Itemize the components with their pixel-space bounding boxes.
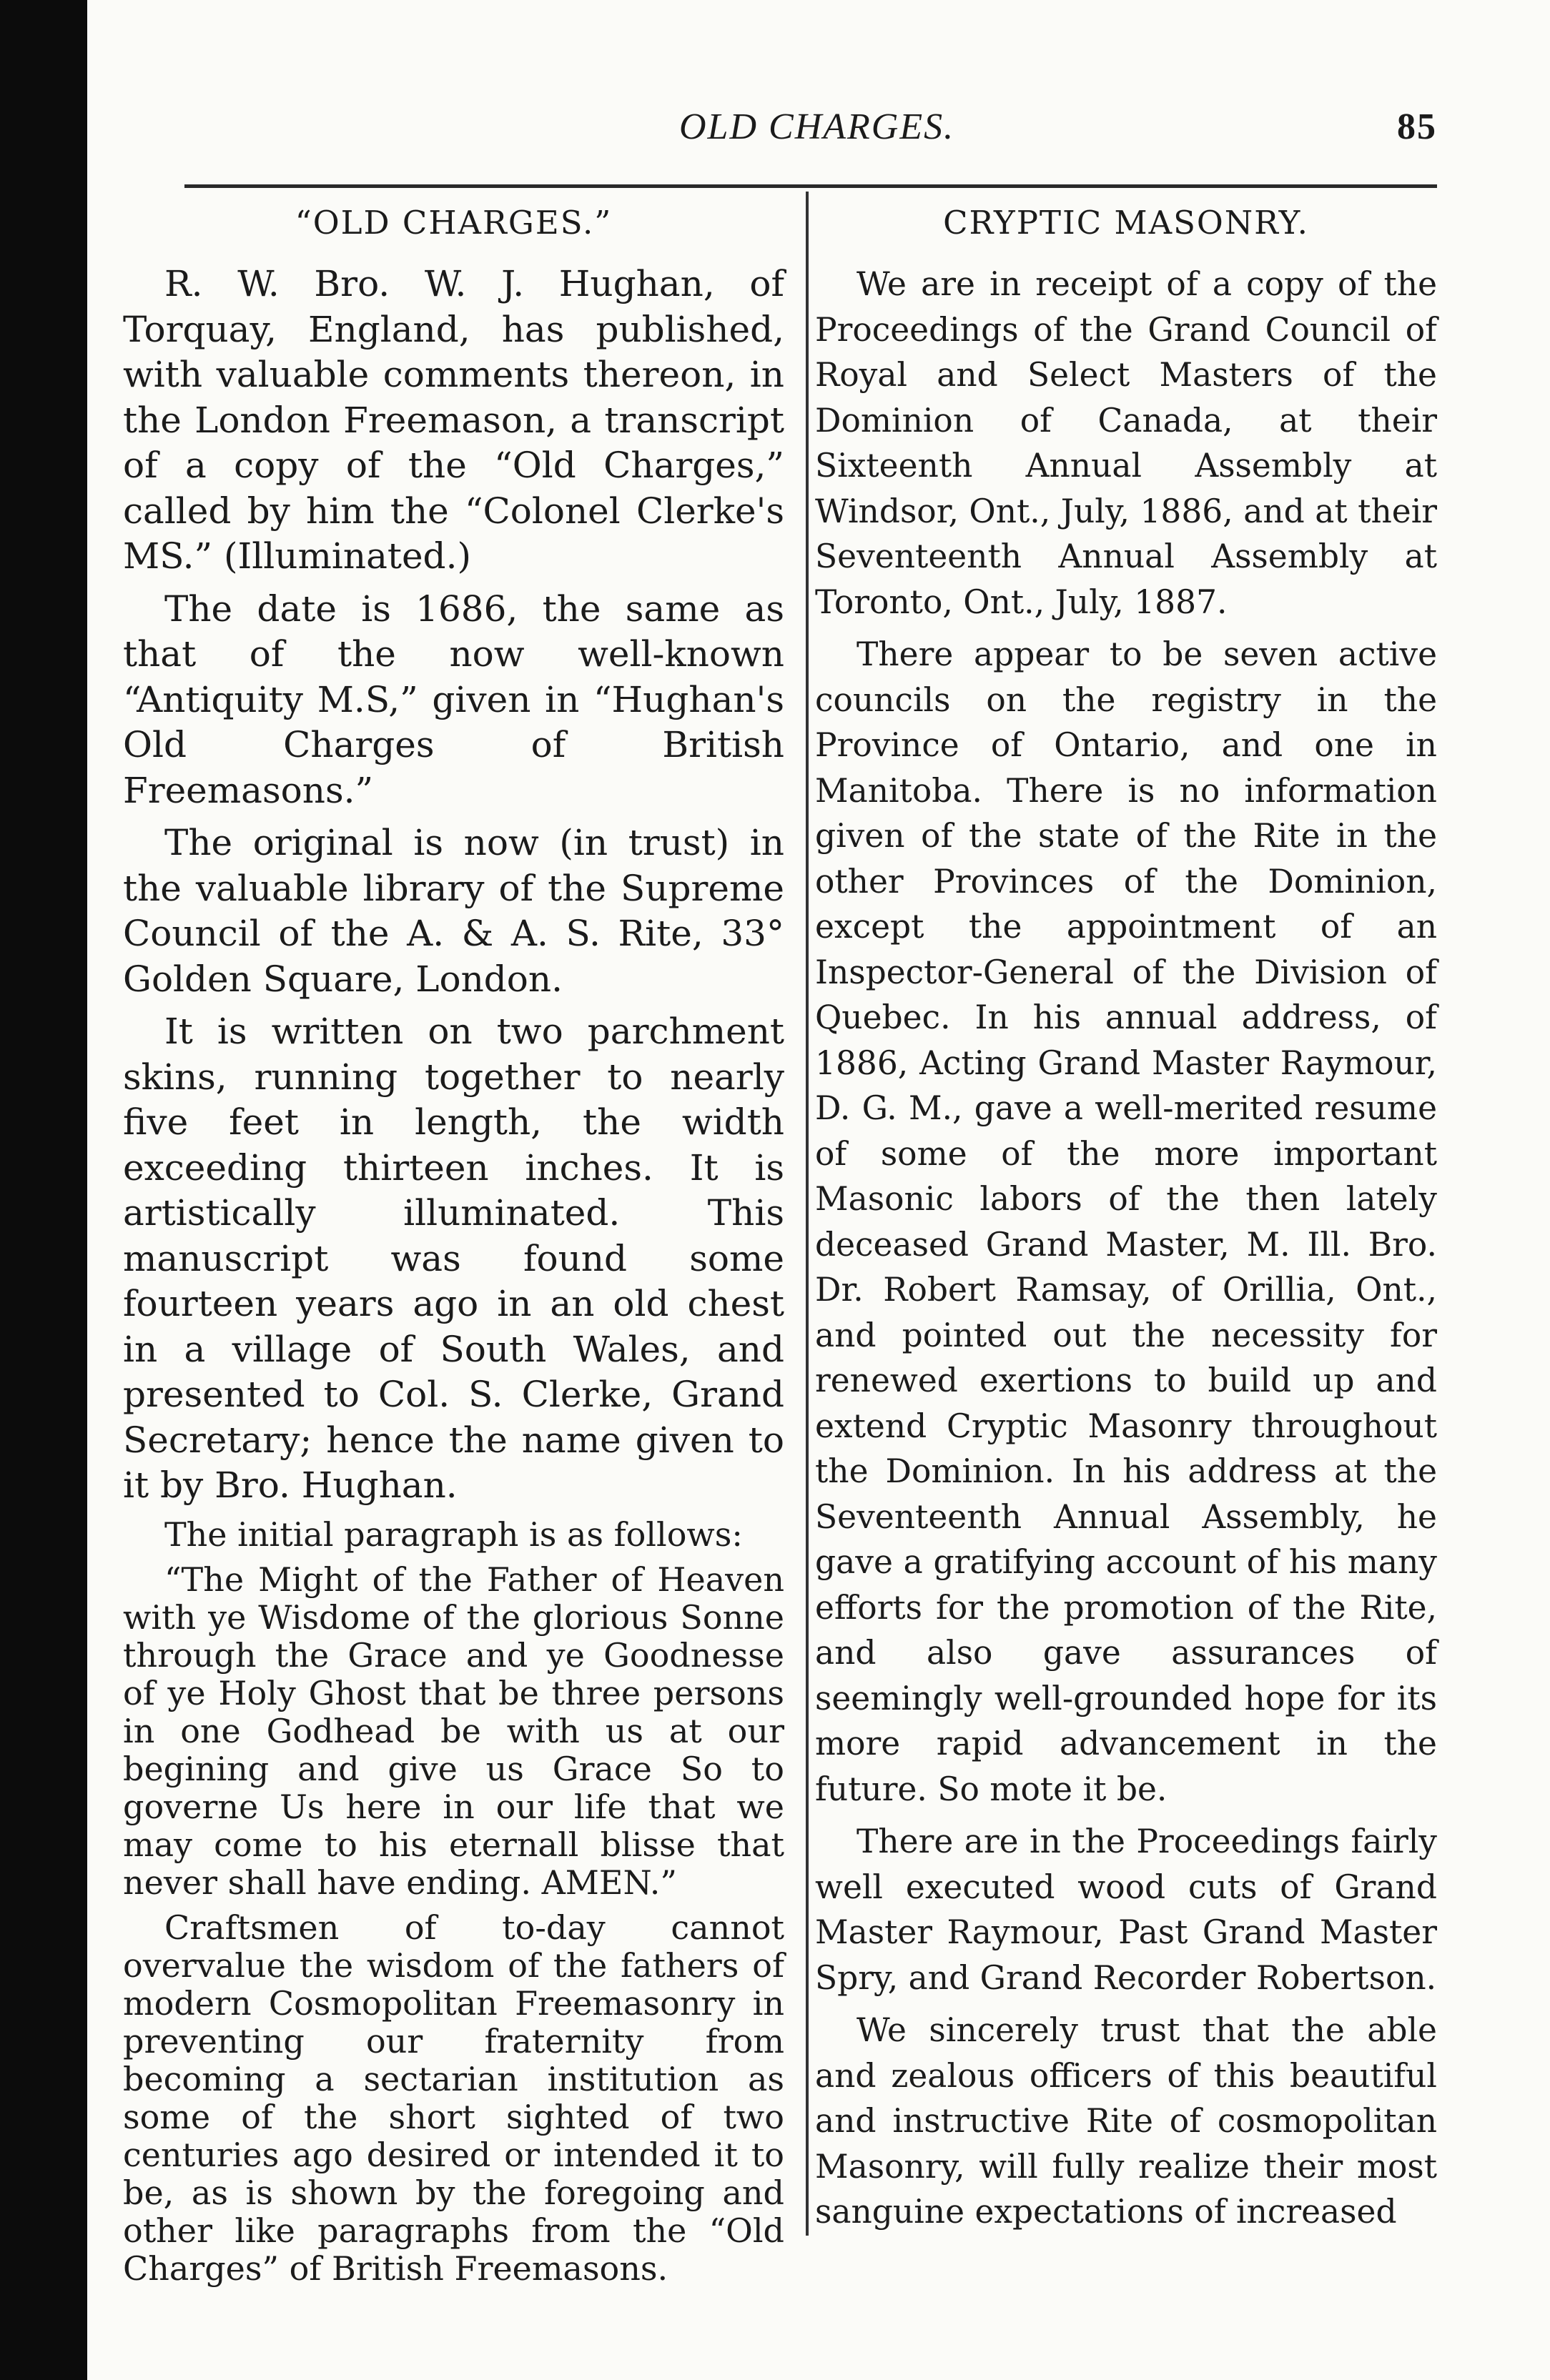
- paragraph: There appear to be seven active councils on the registry in the Province of Ontario, and one in Manitoba. There is no information given of the state of the Rite in the other Provinces of the Dominion, except the appointment of an Inspector-General of the Division of Quebec. In his annual address, of 1886, Acting Grand Master Raymour, D. G. M., gave a well-merited resume of some of the more important Masonic labors of the then lately deceased Grand Master, M. Ill. Bro. Dr. Robert Ramsay, of Orillia, Ont., and pointed out the necessity for renewed exertions to build up and extend Cryptic Masonry throughout the Dominion. In his address at the Seventeenth Annual Assembly, he gave a gratifying account of his many efforts for the promotion of the Rite, and also gave assurances of seemingly well-grounded hope for its more rapid advancement in the future. So mote it be.: [815, 635, 1437, 1808]
- paragraph: The original is now (in trust) in the valuable library of the Supreme Council of the A. & A. S. Rite, 33° Golden Square, London.: [123, 822, 784, 1000]
- running-header: [593, 106, 1437, 170]
- header-rule: [184, 184, 1437, 188]
- page-number: 85: [1397, 106, 1437, 147]
- paragraph: It is written on two parchment skins, running together to nearly five feet in length, the width exceeding thirteen inches. It is artistically illuminated. This manuscript was found some fourteen years ago in an old chest in a village of South Wales, and presented to Col. S. Clerke, Grand Secretary; hence the name given to it by Bro. Hughan.: [123, 1011, 784, 1506]
- paragraph: The date is 1686, the same as that of the now well-known “Antiquity M.S,” given in “Hughan's Old Charges of British Freemasons.”: [123, 587, 784, 811]
- running-title: OLD CHARGES.: [679, 106, 955, 147]
- paragraph: R. W. Bro. W. J. Hughan, of Torquay, England, has published, with valuable comments thereon, in the London Freemason, a transcript of a copy of the “Old Charges,” called by him the “Colonel Clerke's MS.” (Illuminated.): [123, 263, 784, 577]
- paragraph: The initial paragraph is as follows:: [164, 1514, 743, 1554]
- quoted-paragraph: “The Might of the Father of Heaven with ye Wisdome of the glorious Sonne through the Grace and ye Goodnesse of ye Holy Ghost that be three persons in one Godhead be with us at our begining and give us Grace So to governe Us here in our life that we may come to his eternall blisse that never shall have ending. AMEN.”: [123, 1560, 784, 1902]
- paragraph: Craftsmen of to-day cannot overvalue the wisdom of the fathers of modern Cosmopolitan Freemasonry in preventing our fraternity from becoming a sectarian institution as some of the short sighted of two centuries ago desired or intended it to be, as is shown by the foregoing and other like paragraphs from the “Old Charges” of British Freemasons.: [123, 1908, 784, 2288]
- article-old-charges: [123, 204, 784, 2295]
- column-divider: [806, 192, 809, 2236]
- article-heading: CRYPTIC MASONRY.: [943, 204, 1309, 242]
- paragraph: We are in receipt of a copy of the Proceedings of the Grand Council of Royal and Select Masters of the Dominion of Canada, at their Sixteenth Annual Assembly at Windsor, Ont., July, 1886, and at their Seventeenth Annual Assembly at Toronto, Ont., July, 1887.: [815, 265, 1437, 621]
- paragraph: There are in the Proceedings fairly well executed wood cuts of Grand Master Raymour, Past Grand Master Spry, and Grand Recorder Robertson.: [815, 1823, 1437, 1997]
- article-cryptic-masonry: [815, 204, 1437, 2242]
- paragraph: We sincerely trust that the able and zealous officers of this beautiful and instructive Rite of cosmopolitan Masonry, will fully realize their most sanguine expectations of increased: [815, 2011, 1437, 2231]
- article-heading: “OLD CHARGES.”: [295, 204, 613, 242]
- book-spine-shadow: [0, 0, 87, 2380]
